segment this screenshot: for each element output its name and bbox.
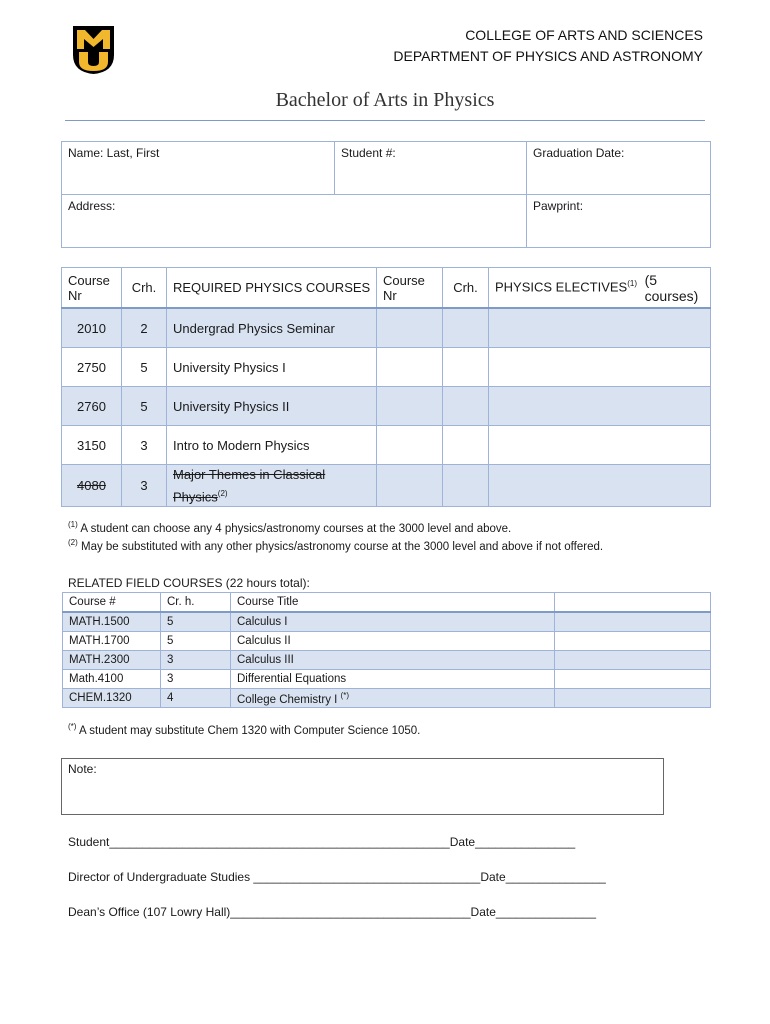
elective-title-cell[interactable] (489, 465, 711, 507)
title-divider (65, 120, 705, 121)
related-extra-cell[interactable] (555, 670, 711, 689)
related-title: Calculus II (231, 632, 555, 651)
related-courses-heading: RELATED FIELD COURSES (22 hours total): (68, 576, 310, 590)
name-field[interactable] (62, 142, 335, 195)
pawprint-field[interactable] (527, 195, 711, 248)
elective-title-cell[interactable] (489, 426, 711, 465)
course-nr-header: Course Nr (62, 268, 122, 309)
related-crh: 3 (161, 651, 231, 670)
related-footnote-mark: (*) (340, 690, 349, 700)
related-courses-table (62, 592, 711, 708)
related-course: Math.4100 (63, 670, 161, 689)
elective-nr-cell[interactable] (377, 426, 443, 465)
footnote-star (68, 722, 420, 737)
related-title-header: Course Title (231, 593, 555, 613)
name-label: Name: Last, First (68, 146, 160, 160)
electives-count: (5 courses) (644, 271, 699, 304)
elective-nr-cell[interactable] (377, 308, 443, 348)
table-row (63, 612, 711, 632)
course-footnote-mark: (2) (217, 489, 228, 498)
related-course-header: Course # (63, 593, 161, 613)
course-title-struck: Major Themes in Classical Physics (173, 467, 326, 505)
student-info-table (61, 141, 711, 248)
note-box[interactable] (61, 758, 664, 815)
related-course: MATH.2300 (63, 651, 161, 670)
electives-footnote-mark: (1) (627, 278, 637, 288)
related-extra-cell[interactable] (555, 689, 711, 708)
footnote-star-mark: (*) (68, 722, 77, 731)
college-name: COLLEGE OF ARTS AND SCIENCES (465, 27, 703, 43)
course-nr-header-2: Course Nr (377, 268, 443, 309)
course-crh: 2 (122, 308, 167, 348)
page-title: Bachelor of Arts in Physics (275, 89, 495, 111)
footnote-1 (68, 520, 511, 535)
related-extra-cell[interactable] (555, 612, 711, 632)
elective-crh-cell[interactable] (443, 387, 489, 426)
course-title (167, 465, 377, 507)
crh-header-2: Crh. (443, 268, 489, 309)
elective-nr-cell[interactable] (377, 465, 443, 507)
table-row (62, 348, 711, 387)
table-row (62, 387, 711, 426)
student-number-label: Student #: (341, 146, 396, 160)
course-nr: 2010 (62, 308, 122, 348)
elective-title-cell[interactable] (489, 387, 711, 426)
header (393, 25, 703, 67)
deans-office-signature-line[interactable]: Dean’s Office (107 Lowry Hall)____________________________________Date_______________ (68, 905, 597, 919)
related-extra-header (555, 593, 711, 613)
required-courses-header: REQUIRED PHYSICS COURSES (167, 268, 377, 309)
footnote-star-text: A student may substitute Chem 1320 with Computer Science 1050. (79, 724, 421, 737)
footnote-1-mark: (1) (68, 520, 78, 529)
course-crh: 3 (122, 426, 167, 465)
student-signature-line[interactable]: Student___________________________________________________Date_______________ (68, 835, 576, 849)
related-crh: 4 (161, 689, 231, 708)
graduation-date-field[interactable] (527, 142, 711, 195)
table-row (63, 689, 711, 708)
director-signature-line[interactable]: Director of Undergraduate Studies __________________________________Date_______________ (68, 870, 606, 884)
course-nr: 2760 (62, 387, 122, 426)
department-name: DEPARTMENT OF PHYSICS AND ASTRONOMY (393, 48, 703, 64)
pawprint-label: Pawprint: (533, 199, 584, 213)
logo-text: MU (71, 25, 73, 26)
course-title: University Physics II (167, 387, 377, 426)
related-title (231, 689, 555, 708)
table-row (62, 465, 711, 507)
related-crh-header: Cr. h. (161, 593, 231, 613)
related-crh: 3 (161, 670, 231, 689)
elective-title-cell[interactable] (489, 308, 711, 348)
related-crh: 5 (161, 612, 231, 632)
mizzou-logo (71, 25, 116, 75)
elective-title-cell[interactable] (489, 348, 711, 387)
related-title: Calculus III (231, 651, 555, 670)
electives-label: PHYSICS ELECTIVES (495, 278, 628, 294)
table-row (63, 651, 711, 670)
elective-nr-cell[interactable] (377, 348, 443, 387)
table-row (62, 308, 711, 348)
electives-header (489, 268, 711, 309)
crh-header: Crh. (122, 268, 167, 309)
footnote-1-text: A student can choose any 4 physics/astronomy courses at the 3000 level and above. (80, 522, 512, 535)
related-crh: 5 (161, 632, 231, 651)
graduation-date-label: Graduation Date: (533, 146, 625, 160)
courses-header-row (62, 268, 711, 309)
course-nr: 3150 (62, 426, 122, 465)
course-title: Intro to Modern Physics (167, 426, 377, 465)
related-extra-cell[interactable] (555, 651, 711, 670)
related-course: MATH.1700 (63, 632, 161, 651)
elective-nr-cell[interactable] (377, 387, 443, 426)
note-label: Note: (68, 762, 97, 776)
elective-crh-cell[interactable] (443, 465, 489, 507)
course-title: Undergrad Physics Seminar (167, 308, 377, 348)
course-crh: 5 (122, 387, 167, 426)
student-number-field[interactable] (335, 142, 527, 195)
course-crh: 3 (122, 465, 167, 507)
table-row (63, 632, 711, 651)
course-nr (62, 465, 122, 507)
related-extra-cell[interactable] (555, 632, 711, 651)
course-nr: 2750 (62, 348, 122, 387)
course-nr-struck: 4080 (77, 478, 106, 494)
course-crh: 5 (122, 348, 167, 387)
related-header-row (63, 593, 711, 613)
elective-crh-cell[interactable] (443, 426, 489, 465)
elective-crh-cell[interactable] (443, 308, 489, 348)
physics-courses-table (61, 267, 711, 507)
related-title: Differential Equations (231, 670, 555, 689)
elective-crh-cell[interactable] (443, 348, 489, 387)
related-course: CHEM.1320 (63, 689, 161, 708)
footnote-2-text: May be substituted with any other physics/astronomy course at the 3000 level and above if not offered. (80, 540, 604, 553)
course-title: University Physics I (167, 348, 377, 387)
address-field[interactable] (62, 195, 527, 248)
table-row (63, 670, 711, 689)
footnote-2-mark: (2) (68, 538, 78, 547)
address-label: Address: (68, 199, 116, 213)
table-row (62, 426, 711, 465)
related-title: Calculus I (231, 612, 555, 632)
related-title-text: College Chemistry I (237, 693, 338, 706)
footnote-2 (68, 538, 603, 553)
related-course: MATH.1500 (63, 612, 161, 632)
